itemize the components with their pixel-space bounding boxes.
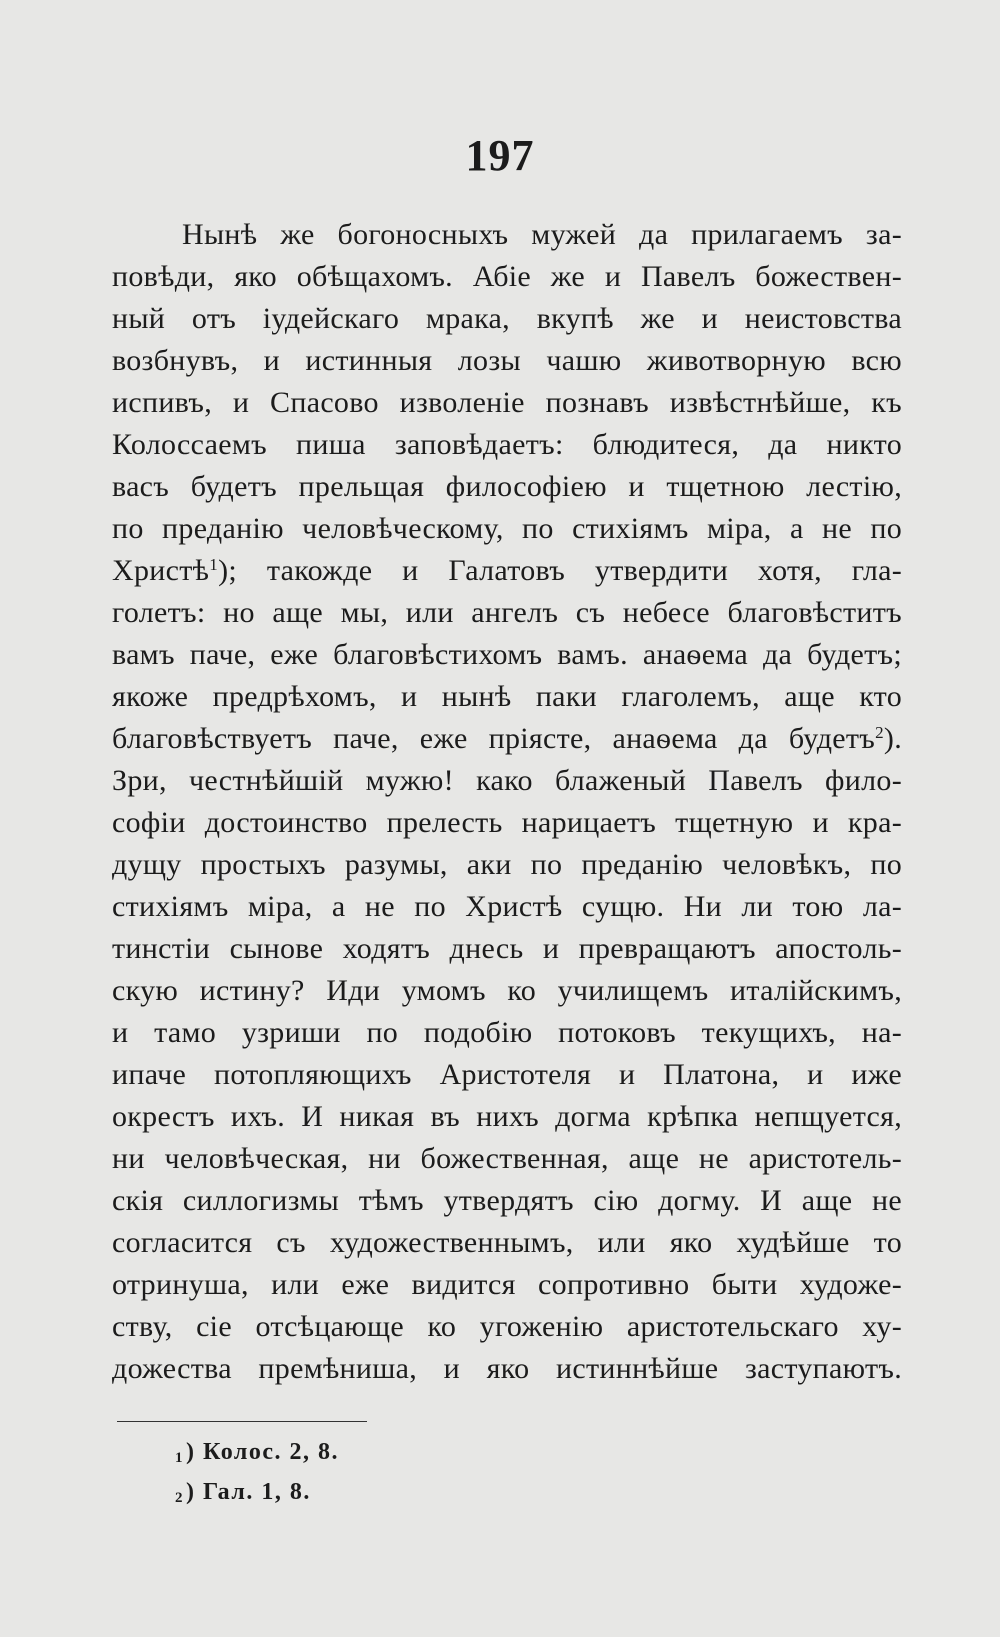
text-line: скую истину? Иди умомъ ко училищемъ италійскимъ, bbox=[112, 974, 902, 1007]
text-line: васъ будетъ прельщая философіею и тщетною лестію, bbox=[112, 470, 902, 503]
text-segment: благовѣствуетъ паче, еже пріясте, анаѳема да будетъ bbox=[112, 722, 876, 755]
text-line: вамъ паче, еже благовѣстихомъ вамъ. анаѳема да будетъ; bbox=[112, 638, 902, 671]
text-line: по преданію человѣческому, по стихіямъ міра, а не по bbox=[112, 512, 902, 545]
text-line: повѣди, яко обѣщахомъ. Абіе же и Павелъ божествен- bbox=[112, 260, 902, 293]
text-line: софіи достоинство прелесть нарицаетъ тщетную и кра- bbox=[112, 806, 902, 839]
text-line: ни человѣческая, ни божественная, аще не аристотель- bbox=[112, 1142, 902, 1175]
text-line: тинстіи сынове ходятъ днесь и превращаютъ апостоль- bbox=[112, 932, 902, 965]
footnote-number: 1 bbox=[175, 1450, 184, 1466]
text-line: испивъ, и Спасово изволеніе познавъ извѣстнѣйше, къ bbox=[112, 386, 902, 419]
footnote-reference-2: 2 bbox=[875, 723, 884, 742]
footnote-text: ) Колос. 2, 8. bbox=[186, 1439, 339, 1465]
text-line: Нынѣ же богоносныхъ мужей да прилагаемъ за- bbox=[182, 218, 902, 251]
text-line: отринуша, или еже видится сопротивно быти художе- bbox=[112, 1268, 902, 1301]
text-line: стихіямъ міра, а не по Христѣ сущю. Ни ли тою ла- bbox=[112, 890, 902, 923]
text-segment: ). bbox=[883, 722, 902, 755]
text-line-with-footnote bbox=[112, 550, 902, 592]
text-line: Колоссаемъ пиша заповѣдаетъ: блюдитеся, да никто bbox=[112, 428, 902, 461]
footnote-number: 2 bbox=[175, 1490, 184, 1506]
body-text bbox=[112, 214, 902, 1390]
text-line: скія силлогизмы тѣмъ утвердятъ сію догму. И аще не bbox=[112, 1184, 902, 1217]
footnotes bbox=[175, 1432, 675, 1512]
footnote-2 bbox=[175, 1472, 675, 1512]
text-line: Зри, честнѣйшій мужю! како блаженый Павелъ фило- bbox=[112, 764, 902, 797]
footnote-divider bbox=[117, 1421, 367, 1422]
text-line: окрестъ ихъ. И никая въ нихъ догма крѣпка непщуется, bbox=[112, 1100, 902, 1133]
text-line: и тамо узриши по подобію потоковъ текущихъ, на- bbox=[112, 1016, 902, 1049]
footnote-1 bbox=[175, 1432, 675, 1472]
footnote-reference-1: 1 bbox=[209, 555, 219, 574]
text-segment: Христѣ bbox=[112, 554, 210, 587]
text-line: ству, сіе отсѣцающе ко угоженію аристотельскаго ху- bbox=[112, 1310, 902, 1343]
text-segment: ); такожде и Галатовъ утвердити хотя, гла- bbox=[218, 554, 902, 587]
text-line: согласится съ художественнымъ, или яко худѣйше то bbox=[112, 1226, 902, 1259]
text-line: возбнувъ, и истинныя лозы чашю животворную всю bbox=[112, 344, 902, 377]
text-line: дущу простыхъ разумы, аки по преданію человѣкъ, по bbox=[112, 848, 902, 881]
footnote-text: ) Гал. 1, 8. bbox=[186, 1479, 311, 1505]
text-line: ный отъ іудейскаго мрака, вкупѣ же и неистовства bbox=[112, 302, 902, 335]
text-line: дожества премѣниша, и яко истиннѣйше заступаютъ. bbox=[112, 1352, 902, 1385]
page-number: 197 bbox=[465, 131, 535, 180]
text-line: ипаче потопляющихъ Аристотеля и Платона, и иже bbox=[112, 1058, 902, 1091]
text-line-with-footnote bbox=[112, 718, 902, 760]
text-line: якоже предрѣхомъ, и нынѣ паки глаголемъ, аще кто bbox=[112, 680, 902, 713]
text-line: голетъ: но аще мы, или ангелъ съ небесе благовѣститъ bbox=[112, 596, 902, 629]
